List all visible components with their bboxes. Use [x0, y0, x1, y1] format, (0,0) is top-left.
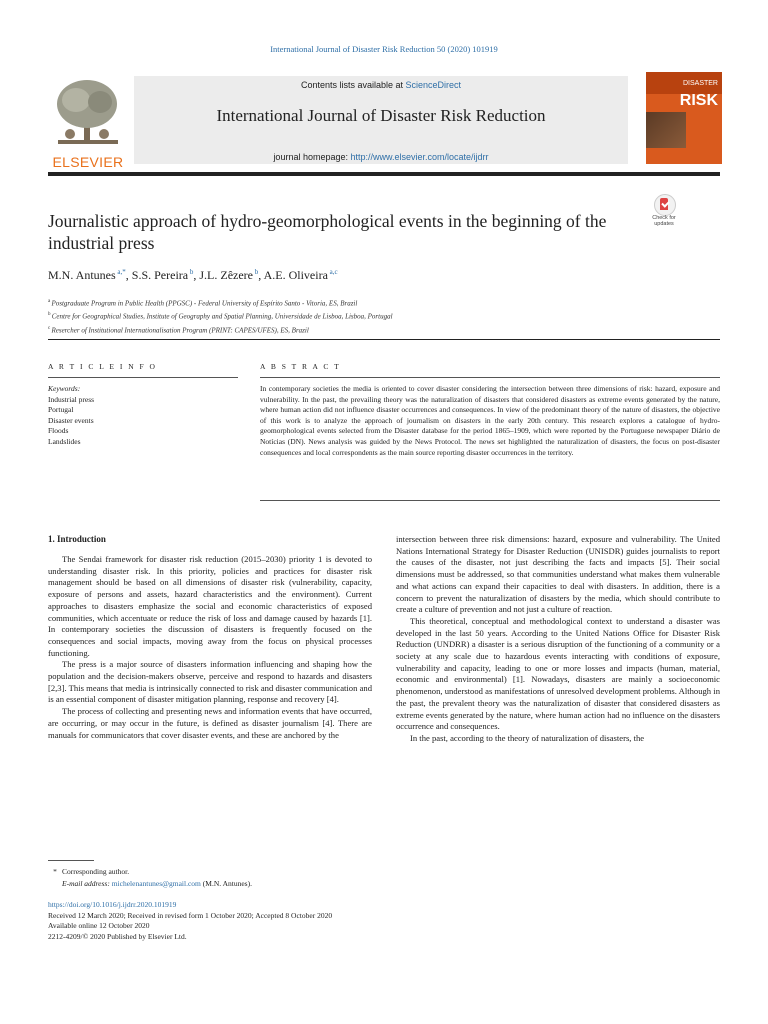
author-list	[48, 268, 648, 283]
homepage-prefix: journal homepage:	[273, 152, 351, 162]
homepage-line	[134, 152, 628, 162]
article-info-heading: A R T I C L E I N F O	[48, 362, 157, 371]
elsevier-logo	[48, 76, 128, 172]
homepage-link[interactable]: http://www.elsevier.com/locate/ijdrr	[350, 152, 489, 162]
author-separator: ,	[193, 268, 200, 282]
cover-word-disaster: DISASTER	[682, 80, 718, 87]
abstract-text: In contemporary societies the media is oriented to cover disaster considering the intersection between three dimensions of risk: hazard, exposure and vulnerability. In the past, the prevailing theory was the naturalization of disasters that considered disasters as extreme events generated by the nature, where human action did not influence disaster occurrences and consequences. In view of the predominant theory of the nature of disasters, the objective of this work is to analyze the approach of journalism on disasters in the early 20th century. This research explores a catalogue of hydro-geomorphological events selected from the Disaster database for the period 1865–1909, which were reported by the Portuguese newspaper Diário de Notícias (DN). News analysis was guided by the News Protocol. The news set highlighted the naturalization of disasters, the focus on post-disaster consequences and local correspondents as the main source reporting disaster occurrences in the territory.	[260, 384, 720, 457]
masthead-rule	[48, 172, 720, 176]
body-paragraph: This theoretical, conceptual and methodological context to understand a disaster was developed in the last 50 years. According to the United Nations Office for Disaster Risk Reduction (UNDRR) a disaster is a serious disruption of the functioning of a community or a society at any scale due to hazardous events interacting with conditions of exposure, vulnerability and capacity, leading to one or more losses and impacts (human, material, economic and environmental) [1]. Nowadays, disasters are mainly a socioeconomic phenomenon, understood as manifestations of unresolved development problems. Although in the past, the prevalent theory was the naturalization of disaster that considered disasters as extreme events generated by the nature, where human action had no influence on the disasters occurrence and consequences.	[396, 615, 720, 732]
masthead	[48, 70, 720, 170]
keywords-label: Keywords:	[48, 384, 81, 393]
email-suffix: (M.N. Antunes).	[200, 879, 252, 888]
keyword-item: Portugal	[48, 405, 74, 414]
abstract-bottom-rule	[260, 500, 720, 501]
affiliation-line	[48, 309, 688, 322]
corresponding-author-note	[48, 866, 648, 878]
publication-info	[48, 900, 648, 942]
cover-word-risk: RISK	[679, 92, 718, 109]
contents-prefix: Contents lists available at	[300, 80, 406, 90]
body-paragraph: The process of collecting and presenting news and information events that have occurred, are occurring, or may occur in the future, is defined as disaster journalism [4]. There are manuals for communicators that cover disaster events, and these are anchored by the	[48, 706, 372, 740]
footnotes	[48, 866, 648, 890]
check-updates-icon	[654, 194, 676, 216]
affiliation-mark: c	[48, 325, 52, 331]
section-divider	[48, 339, 720, 340]
affiliation-text: Postgraduate Program in Public Health (PPGSC) - Federal University of Espírito Santo - Vitoria, ES, Brazil	[51, 299, 358, 308]
email-label: E-mail address:	[62, 879, 112, 888]
affiliations	[48, 296, 688, 336]
keyword-item: Industrial press	[48, 394, 95, 404]
cover-photo	[646, 112, 686, 148]
body-paragraph: intersection between three risk dimensions: hazard, exposure and vulnerability. The United Nations International Strategy for Disaster Reduction (UNISDR) guides journalists to report the causes of the disaster, not just describing the facts and impacts [5]. Their social dimensions must be addressed, so that communities understand what makes them vulnerable and what actions can expand their capacities to deal with disasters. In addition, there is a concern to prevent the naturalization of disasters by the media, which should contribute to create a culture of prevention and not just a culture of reaction.	[396, 534, 720, 615]
received-dates: Received 12 March 2020; Received in revised form 1 October 2020; Accepted 8 October 2020	[48, 910, 333, 920]
abstract-heading: A B S T R A C T	[260, 362, 341, 371]
author-affiliation-mark[interactable]: b	[188, 268, 194, 276]
affiliation-text: Centre for Geographical Studies, Institute of Geography and Spatial Planning, Universidade de Lisboa, Lisboa, Portugal	[51, 312, 393, 321]
body-column-right	[396, 534, 720, 745]
email-link[interactable]: michelenantunes@gmail.com	[111, 879, 201, 888]
footnote-rule	[48, 860, 94, 861]
check-for-updates-badge[interactable]	[646, 194, 682, 230]
article-title: Journalistic approach of hydro-geomorphological events in the beginning of the industrial press	[48, 211, 607, 253]
author-separator: ,	[258, 268, 264, 282]
keyword-item: Landslides	[48, 436, 81, 446]
author-name[interactable]: J.L. Zêzere	[199, 268, 253, 282]
section-heading-introduction: 1. Introduction	[48, 534, 106, 544]
journal-cover-thumbnail[interactable]	[646, 72, 722, 164]
author-affiliation-mark[interactable]: a,*	[115, 268, 126, 276]
affiliation-mark: a	[48, 299, 52, 304]
author-name[interactable]: S.S. Pereira	[131, 268, 189, 282]
sciencedirect-link[interactable]: ScienceDirect	[405, 80, 462, 90]
author-name[interactable]: A.E. Oliveira	[263, 268, 328, 282]
affiliation-mark: b	[48, 312, 52, 318]
contents-line	[134, 80, 628, 90]
body-paragraph: The Sendai framework for disaster risk reduction (2015–2030) priority 1 is devoted to understanding disaster risk. In this priority, policies and practices for disaster risk management should be based on all dimensions of disaster risk (vulnerability, capacity, exposure of persons and assets, hazard characteristics and the environment). Current approaches to disasters emphasize the social and economic characteristics of exposed communities, which accentuate or reduce the risk of loss and damage caused by hazards [1]. In contemporary societies the discussion of disasters is frequently focused on the consequences and social impacts, moving away from the focus on physical processes functioning.	[48, 554, 372, 658]
corresponding-author-text: Corresponding author.	[62, 867, 130, 876]
keyword-item: Floods	[48, 426, 69, 435]
affiliation-line	[48, 323, 688, 336]
body-paragraph: The press is a major source of disasters information influencing and shaping how the population and the decision-makers observe, perceive and respond to hazards and disasters [2,3]. This means that media is intrinsically connected to risk and disaster communication and is an essential component of disaster mitigation planning, response and recovery [4].	[48, 659, 372, 705]
affiliation-text: Resercher of Institutional Internationalisation Program (PRINT: CAPES/UFES), ES, Brazil	[51, 325, 309, 334]
masthead-banner	[134, 76, 628, 164]
body-paragraph: In the past, according to the theory of naturalization of disasters, the	[410, 732, 645, 743]
journal-citation[interactable]: International Journal of Disaster Risk Reduction 50 (2020) 101919	[270, 44, 498, 54]
check-updates-label: Check for updates	[652, 215, 676, 227]
author-affiliation-mark[interactable]: a,c	[327, 268, 338, 276]
body-column-left	[48, 554, 372, 741]
journal-title[interactable]: International Journal of Disaster Risk Reduction	[216, 106, 546, 125]
elsevier-tree-icon	[48, 76, 128, 152]
keyword-item: Disaster events	[48, 415, 94, 425]
affiliation-line	[48, 296, 688, 309]
article-info-rule	[48, 377, 238, 378]
author-separator: ,	[125, 268, 132, 282]
elsevier-wordmark: ELSEVIER	[52, 154, 124, 170]
author-name[interactable]: M.N. Antunes	[48, 268, 116, 282]
available-online: Available online 12 October 2020	[48, 921, 150, 930]
doi-link[interactable]: https://doi.org/10.1016/j.ijdrr.2020.101919	[48, 900, 177, 909]
footnote-mark: *	[53, 867, 57, 876]
keywords-block	[48, 384, 238, 447]
email-note	[48, 878, 648, 890]
author-affiliation-mark[interactable]: b	[253, 268, 259, 276]
copyright-line: 2212-4209/© 2020 Published by Elsevier Ltd.	[48, 931, 187, 941]
abstract-rule	[260, 377, 720, 378]
